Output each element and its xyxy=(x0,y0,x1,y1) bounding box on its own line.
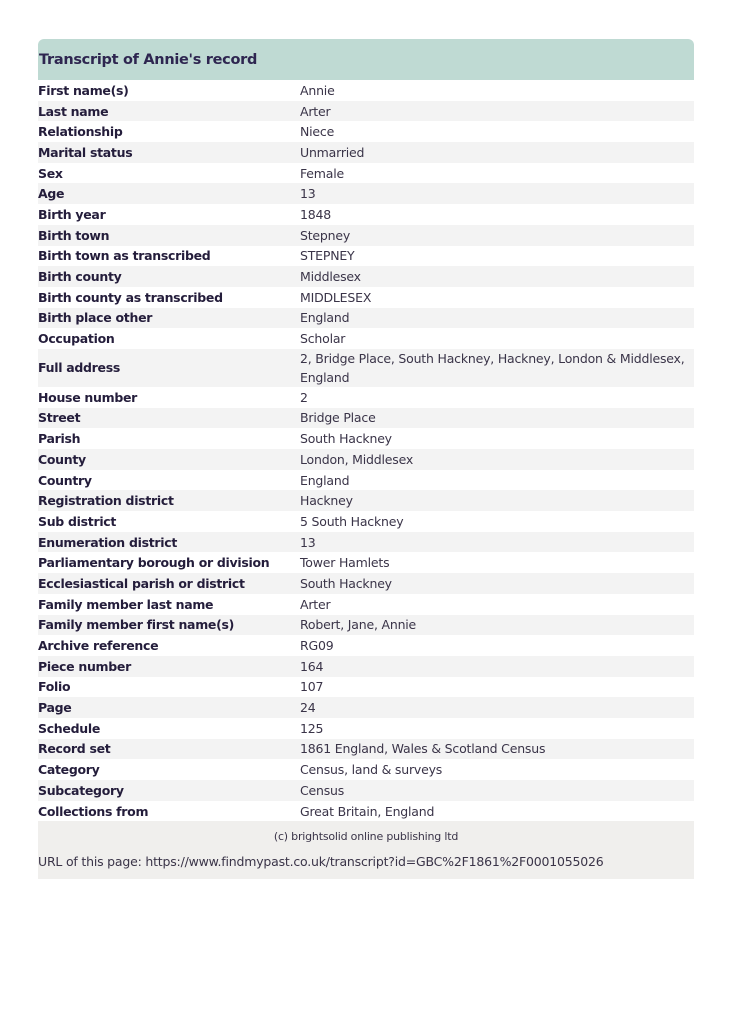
field-label: Page xyxy=(38,700,72,716)
field-value: Niece xyxy=(300,124,335,140)
field-value: MIDDLESEX xyxy=(300,289,372,305)
field-label: Street xyxy=(38,410,81,426)
field-label: Enumeration district xyxy=(38,534,178,550)
field-value: 1848 xyxy=(300,206,332,222)
field-label: House number xyxy=(38,389,138,405)
field-value: London, Middlesex xyxy=(300,451,414,467)
field-label: Registration district xyxy=(38,493,174,509)
field-value: 125 xyxy=(300,720,324,736)
field-label: Country xyxy=(38,472,92,488)
field-value: Tower Hamlets xyxy=(300,555,390,571)
field-label: Birth town xyxy=(38,227,110,243)
table-row xyxy=(38,287,694,308)
field-value: Robert, Jane, Annie xyxy=(300,617,417,633)
table-row xyxy=(38,225,694,246)
table-row xyxy=(38,266,694,287)
transcript-card xyxy=(38,39,694,879)
field-label: Birth place other xyxy=(38,310,153,326)
table-row xyxy=(38,573,694,594)
field-value: 1861 England, Wales & Scotland Census xyxy=(300,741,546,757)
field-value: Arter xyxy=(300,596,331,612)
field-value: Middlesex xyxy=(300,269,361,285)
table-row xyxy=(38,594,694,615)
field-label: Age xyxy=(38,186,65,202)
table-row xyxy=(38,387,694,408)
field-value: Female xyxy=(300,165,344,181)
field-label: Birth town as transcribed xyxy=(38,248,211,264)
table-row xyxy=(38,470,694,491)
field-value: Stepney xyxy=(300,227,351,243)
field-label: County xyxy=(38,451,86,467)
field-value: South Hackney xyxy=(300,575,392,591)
table-row xyxy=(38,163,694,184)
table-row xyxy=(38,101,694,122)
field-value: 2, Bridge Place, South Hackney, Hackney, London & Middlesex, England xyxy=(300,350,685,385)
page-url-text: URL of this page: https://www.findmypast.co.uk/transcript?id=GBC%2F1861%2F0001055026 xyxy=(38,854,604,870)
field-label: Last name xyxy=(38,103,109,119)
field-label: First name(s) xyxy=(38,82,129,98)
field-value: 164 xyxy=(300,658,324,674)
field-value: Great Britain, England xyxy=(300,803,435,819)
table-row xyxy=(38,408,694,429)
field-label: Birth year xyxy=(38,206,106,222)
table-row xyxy=(38,739,694,760)
table-row xyxy=(38,552,694,573)
field-label: Birth county as transcribed xyxy=(38,289,223,305)
table-row xyxy=(38,121,694,142)
field-value: England xyxy=(300,472,350,488)
field-label: Record set xyxy=(38,741,111,757)
table-row xyxy=(38,449,694,470)
table-row xyxy=(38,328,694,349)
field-value: England xyxy=(300,310,350,326)
field-value: 13 xyxy=(300,186,316,202)
table-row xyxy=(38,615,694,636)
field-value: South Hackney xyxy=(300,431,392,447)
field-label: Ecclesiastical parish or district xyxy=(38,575,245,591)
field-value: 13 xyxy=(300,534,316,550)
page-title: Transcript of Annie's record xyxy=(39,51,258,68)
field-label: Family member first name(s) xyxy=(38,617,235,633)
transcript-table xyxy=(38,80,694,821)
field-label: Sex xyxy=(38,165,63,181)
field-value: 2 xyxy=(300,389,308,405)
table-row xyxy=(38,718,694,739)
table-row xyxy=(38,490,694,511)
field-value: 24 xyxy=(300,700,316,716)
table-row xyxy=(38,349,694,387)
field-label: Category xyxy=(38,762,100,778)
field-label: Sub district xyxy=(38,513,117,529)
field-value: STEPNEY xyxy=(300,248,355,264)
field-label: Occupation xyxy=(38,331,115,347)
table-row xyxy=(38,677,694,698)
field-label: Marital status xyxy=(38,144,133,160)
field-value: Unmarried xyxy=(300,144,365,160)
field-label: Full address xyxy=(38,360,120,376)
field-label: Folio xyxy=(38,679,71,695)
table-row xyxy=(38,142,694,163)
field-value: 107 xyxy=(300,679,324,695)
field-value: Census, land & surveys xyxy=(300,762,443,778)
field-label: Family member last name xyxy=(38,596,214,612)
table-row xyxy=(38,511,694,532)
table-row xyxy=(38,697,694,718)
copyright-text: (c) brightsolid online publishing ltd xyxy=(273,830,459,844)
table-row xyxy=(38,759,694,780)
table-row xyxy=(38,246,694,267)
table-row xyxy=(38,656,694,677)
field-label: Collections from xyxy=(38,803,149,819)
table-row xyxy=(38,204,694,225)
field-value: Scholar xyxy=(300,331,346,347)
field-value: RG09 xyxy=(300,638,334,654)
field-label: Relationship xyxy=(38,124,123,140)
table-row xyxy=(38,80,694,101)
field-value: Arter xyxy=(300,103,331,119)
field-label: Subcategory xyxy=(38,782,124,798)
field-label: Schedule xyxy=(38,720,100,736)
transcript-header xyxy=(38,39,694,80)
field-value: Annie xyxy=(300,82,335,98)
field-label: Piece number xyxy=(38,658,131,674)
field-label: Birth county xyxy=(38,269,122,285)
field-value: Census xyxy=(300,782,345,798)
table-row xyxy=(38,635,694,656)
table-row xyxy=(38,780,694,801)
footer xyxy=(38,821,694,879)
table-row xyxy=(38,801,694,822)
field-label: Parish xyxy=(38,431,81,447)
field-value: Hackney xyxy=(300,493,353,509)
table-row xyxy=(38,532,694,553)
field-value: Bridge Place xyxy=(300,410,376,426)
table-row xyxy=(38,428,694,449)
table-row xyxy=(38,183,694,204)
table-row xyxy=(38,308,694,329)
field-label: Archive reference xyxy=(38,638,159,654)
field-label: Parliamentary borough or division xyxy=(38,555,270,571)
field-value: 5 South Hackney xyxy=(300,513,404,529)
